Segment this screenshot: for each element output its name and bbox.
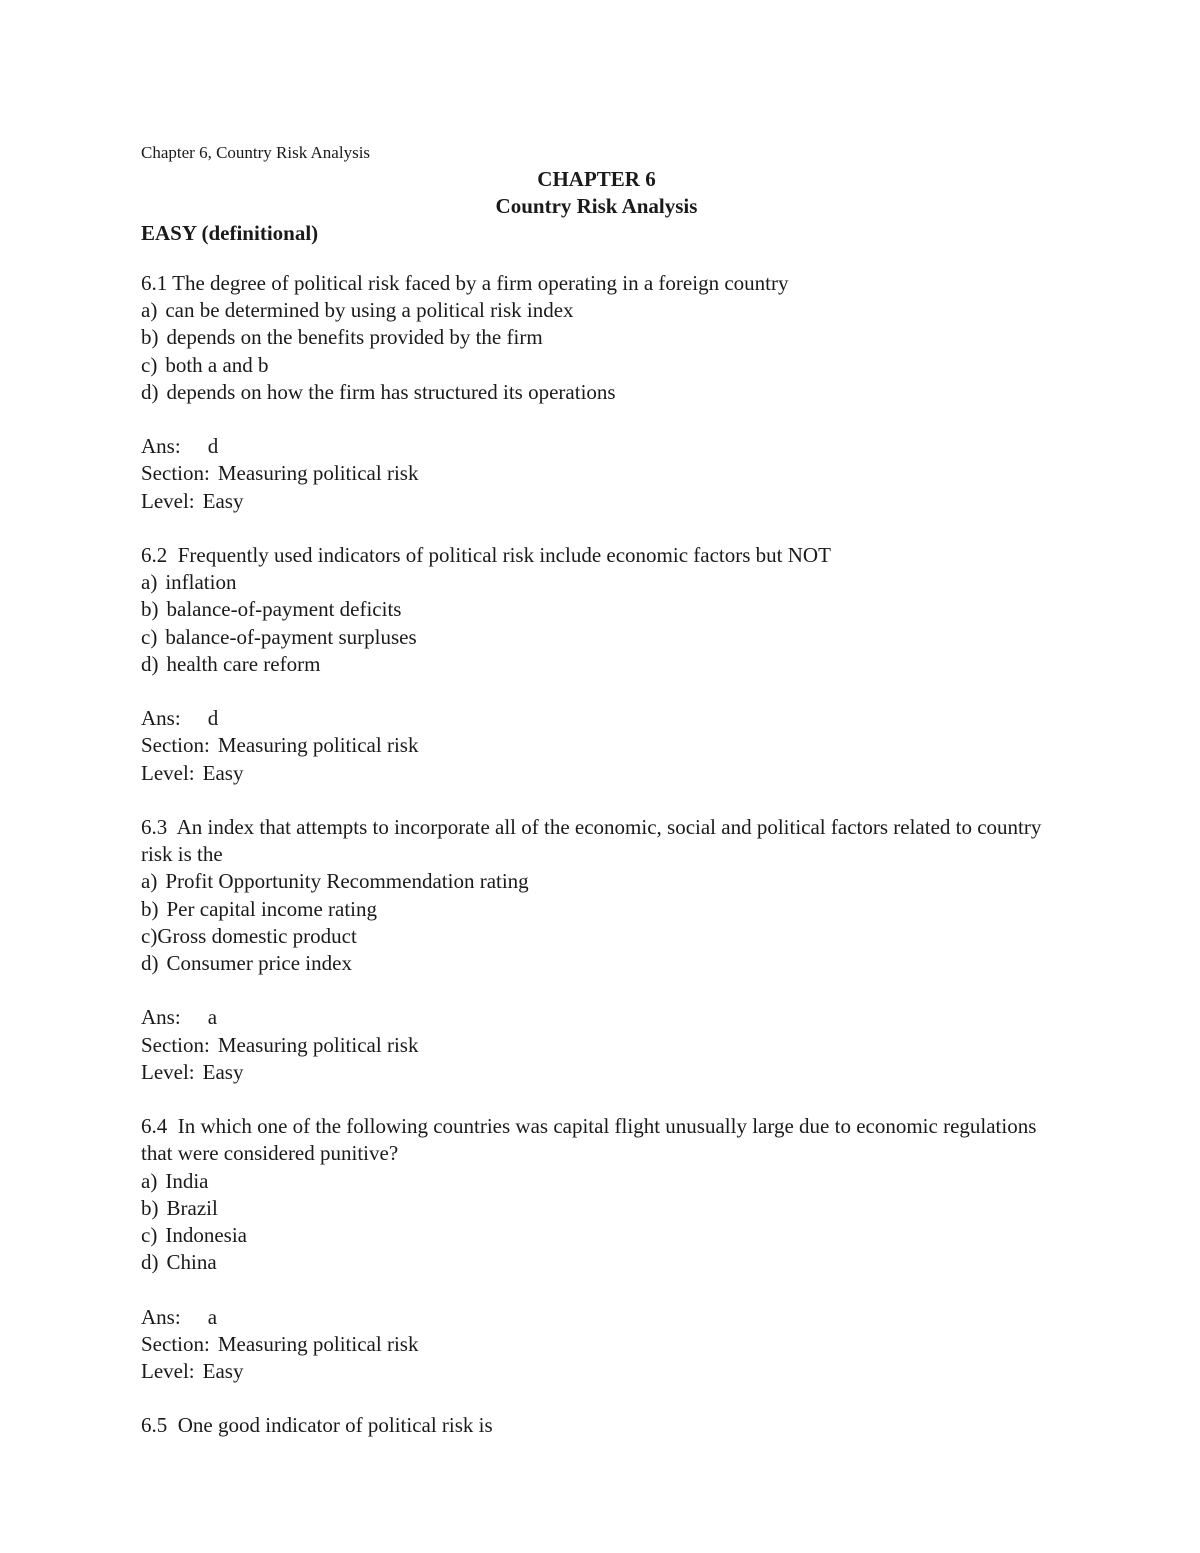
option-c bbox=[141, 352, 1061, 379]
answer-meta bbox=[141, 1004, 1061, 1086]
option-letter: a) bbox=[141, 1168, 158, 1193]
option-letter: c) bbox=[141, 1223, 158, 1248]
section-line bbox=[141, 1331, 1061, 1358]
answer-meta bbox=[141, 1304, 1061, 1386]
level-value: Easy bbox=[202, 1059, 244, 1084]
question-stem bbox=[141, 814, 1061, 868]
option-letter: b) bbox=[141, 1195, 159, 1220]
answer-line bbox=[141, 1004, 1061, 1031]
option-c bbox=[141, 1222, 1061, 1249]
chapter-title: Country Risk Analysis bbox=[495, 194, 698, 218]
question-number: 6.2 bbox=[141, 543, 168, 567]
option-d bbox=[141, 950, 1061, 977]
option-text: Indonesia bbox=[165, 1223, 247, 1248]
question-text: Frequently used indicators of political risk include economic factors but NOT bbox=[177, 543, 831, 567]
level-line bbox=[141, 1358, 1061, 1385]
section-label: Section: bbox=[141, 733, 210, 758]
option-text: depends on the benefits provided by the firm bbox=[166, 325, 543, 350]
level-value: Easy bbox=[202, 488, 244, 513]
section-value: Measuring political risk bbox=[217, 1032, 419, 1057]
option-text: balance-of-payment deficits bbox=[166, 597, 402, 622]
option-letter: c) bbox=[141, 624, 158, 649]
answer-label: Ans: bbox=[141, 706, 181, 731]
option-text: India bbox=[165, 1168, 209, 1193]
section-value: Measuring political risk bbox=[217, 1331, 419, 1356]
level-line bbox=[141, 1059, 1061, 1086]
question-number: 6.1 bbox=[141, 271, 168, 295]
option-text: Brazil bbox=[166, 1195, 218, 1220]
option-letter: d) bbox=[141, 951, 159, 976]
section-value: Measuring political risk bbox=[217, 733, 419, 758]
option-letter: d) bbox=[141, 379, 159, 404]
difficulty-heading: EASY (definitional) bbox=[141, 221, 319, 245]
question-stem bbox=[141, 270, 1061, 297]
level-value: Easy bbox=[202, 760, 244, 785]
running-header: Chapter 6, Country Risk Analysis bbox=[141, 143, 371, 162]
answer-value: d bbox=[207, 706, 219, 731]
answer-label: Ans: bbox=[141, 1005, 181, 1030]
option-text: Consumer price index bbox=[166, 951, 352, 976]
question-6-1 bbox=[141, 270, 1061, 515]
question-number: 6.4 bbox=[141, 1114, 168, 1139]
answer-line bbox=[141, 433, 1061, 460]
option-c bbox=[141, 923, 1061, 950]
option-letter: b) bbox=[141, 325, 159, 350]
option-letter: c) bbox=[141, 923, 158, 948]
option-a bbox=[141, 297, 1061, 324]
option-text: balance-of-payment surpluses bbox=[165, 624, 417, 649]
section-label: Section: bbox=[141, 1032, 210, 1057]
answer-value: a bbox=[207, 1304, 218, 1329]
section-value: Measuring political risk bbox=[217, 461, 419, 486]
level-label: Level: bbox=[141, 1359, 195, 1384]
question-text: In which one of the following countries was capital flight unusually large due to economic regulations that were considered punitive? bbox=[141, 1114, 1037, 1166]
option-a bbox=[141, 569, 1061, 596]
option-letter: c) bbox=[141, 352, 158, 377]
section-label: Section: bbox=[141, 461, 210, 486]
option-text: Gross domestic product bbox=[157, 923, 357, 948]
option-text: can be determined by using a political risk index bbox=[165, 298, 574, 323]
option-letter: b) bbox=[141, 896, 159, 921]
option-text: Per capital income rating bbox=[166, 896, 378, 921]
level-line bbox=[141, 760, 1061, 787]
question-stem bbox=[141, 1412, 1061, 1439]
question-6-5 bbox=[141, 1412, 1061, 1439]
option-text: inflation bbox=[165, 570, 237, 595]
option-text: health care reform bbox=[166, 651, 321, 676]
option-d bbox=[141, 379, 1061, 406]
option-text: both a and b bbox=[165, 352, 269, 377]
option-letter: d) bbox=[141, 651, 159, 676]
answer-meta bbox=[141, 705, 1061, 787]
question-6-2 bbox=[141, 542, 1061, 787]
option-letter: b) bbox=[141, 597, 159, 622]
question-text: An index that attempts to incorporate all of the economic, social and political factors related to country risk is the bbox=[141, 815, 1042, 867]
answer-value: d bbox=[207, 434, 219, 459]
option-letter: a) bbox=[141, 298, 158, 323]
option-letter: d) bbox=[141, 1250, 159, 1275]
section-label: Section: bbox=[141, 1331, 210, 1356]
option-d bbox=[141, 1249, 1061, 1276]
chapter-label: CHAPTER 6 bbox=[537, 167, 656, 191]
answer-value: a bbox=[207, 1005, 218, 1030]
option-b bbox=[141, 896, 1061, 923]
answer-meta bbox=[141, 433, 1061, 515]
question-text: One good indicator of political risk is bbox=[177, 1413, 493, 1438]
section-line bbox=[141, 460, 1061, 487]
question-text: The degree of political risk faced by a firm operating in a foreign country bbox=[172, 271, 789, 295]
option-text: China bbox=[166, 1250, 217, 1275]
answer-line bbox=[141, 1304, 1061, 1331]
question-number: 6.5 bbox=[141, 1413, 168, 1438]
question-6-4 bbox=[141, 1113, 1061, 1385]
option-b bbox=[141, 596, 1061, 623]
level-value: Easy bbox=[202, 1359, 244, 1384]
answer-label: Ans: bbox=[141, 434, 181, 459]
option-b bbox=[141, 324, 1061, 351]
level-label: Level: bbox=[141, 488, 195, 513]
answer-label: Ans: bbox=[141, 1304, 181, 1329]
answer-line bbox=[141, 705, 1061, 732]
question-stem bbox=[141, 542, 1061, 569]
question-6-3 bbox=[141, 814, 1061, 1086]
level-label: Level: bbox=[141, 760, 195, 785]
section-line bbox=[141, 732, 1061, 759]
option-b bbox=[141, 1195, 1061, 1222]
level-line bbox=[141, 488, 1061, 515]
option-d bbox=[141, 651, 1061, 678]
option-a bbox=[141, 868, 1061, 895]
option-text: depends on how the firm has structured its operations bbox=[166, 379, 616, 404]
option-a bbox=[141, 1168, 1061, 1195]
option-c bbox=[141, 624, 1061, 651]
chapter-title-block bbox=[0, 166, 1193, 220]
level-label: Level: bbox=[141, 1059, 195, 1084]
question-list bbox=[141, 270, 1061, 1467]
option-letter: a) bbox=[141, 570, 158, 595]
question-number: 6.3 bbox=[141, 815, 168, 839]
question-stem bbox=[141, 1113, 1061, 1167]
option-letter: a) bbox=[141, 869, 158, 894]
section-line bbox=[141, 1032, 1061, 1059]
option-text: Profit Opportunity Recommendation rating bbox=[165, 869, 529, 894]
